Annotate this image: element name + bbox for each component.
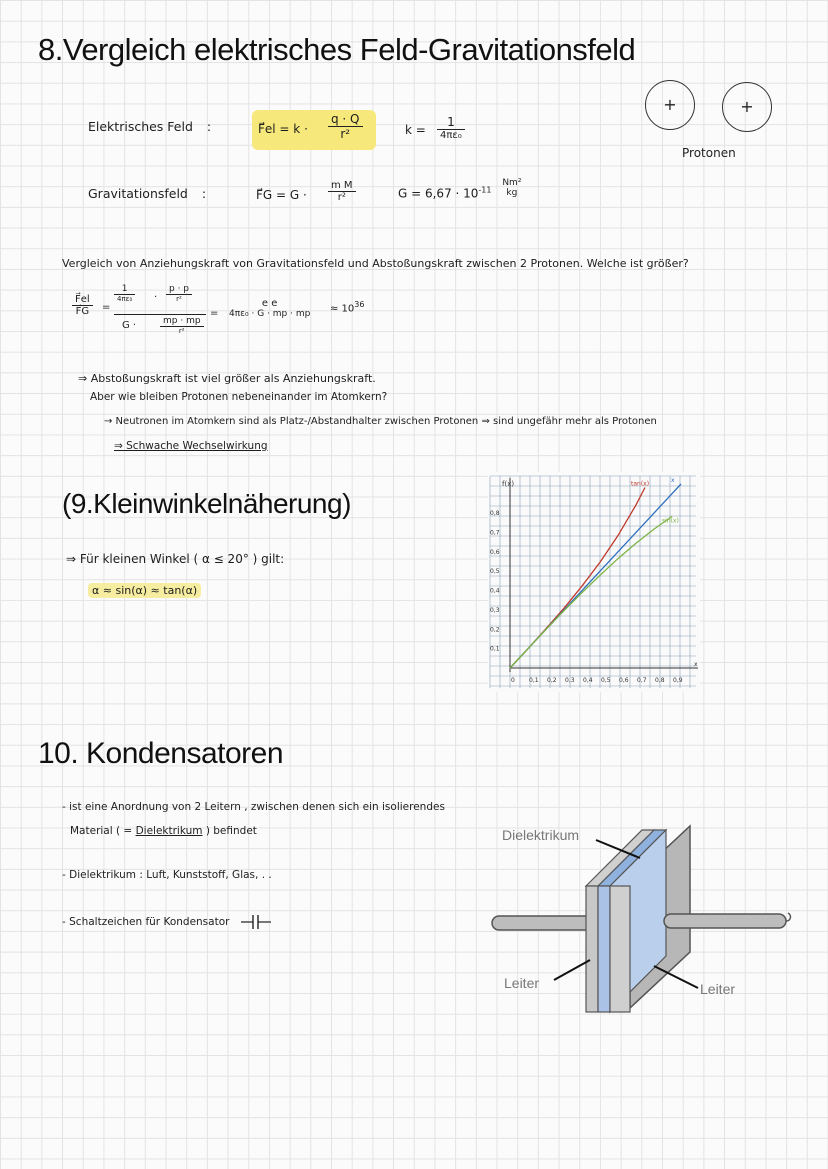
gravitational-constant: $G = 6,67 \cdot 10^{-11}$ Nm² kg [398,184,524,204]
section-9-title: (9.Kleinwinkelnäherung) [62,488,351,519]
unit-denominator: kg [506,188,518,198]
k-constant-denominator: 4πε₀ [440,130,462,141]
plus-icon: + [740,97,754,116]
x-tick-label: 0 [511,677,515,684]
protons-caption: Protonen [682,146,736,160]
conductor-left-label: Leiter [504,975,540,991]
conductor-right-label: Leiter [700,981,736,997]
x-tick-label: 0,1 [529,677,539,684]
y-tick-label: 0,6 [490,548,500,556]
gravitation-formula-denominator: r² [337,192,346,203]
result-denominator: 4πε₀ · G · mp · mp [229,309,311,319]
small-angle-chart [488,472,700,692]
force-ratio-derivation: $\frac{F⃗el}{F⃗G}$ = 1 4πε₀ · p · p r² G · mp · mp r² = e e 4πε₀ · G · mp · mp ≈ $10^{36}$ [72,284,372,354]
y-tick-label: 0,7 [490,529,500,537]
dielectric-examples: - Dielektrikum : Luft, Kunststoff, Glas, . . [62,869,272,881]
x-tick-label: 0,6 [619,677,629,684]
ratio-numerator: F⃗el [72,294,93,306]
coulomb-formula-lhs: F⃗el = k · [258,122,308,136]
y-tick-label: 0,8 [490,510,500,518]
x-tick-label: 0,5 [601,677,611,684]
x-tick-label: 0,3 [565,677,575,684]
series-label-2: sin(x) [662,517,679,525]
electric-field-label: Elektrisches Feld : [88,119,212,134]
k-constant-lhs: k = [405,123,426,137]
conclusion-weak-interaction: ⇒ Schwache Wechselwirkung [114,440,268,452]
proton-circle-2 [722,82,772,132]
series-label-1: x [671,477,675,484]
plus-icon: + [663,95,677,114]
x-tick-label: 0,8 [655,677,665,684]
y-tick-label: 0,2 [490,626,500,634]
x-axis-label: x [694,661,698,668]
ratio-denominator: F⃗G [75,306,90,317]
y-tick-label: 0,5 [490,568,500,576]
coulomb-formula-denominator: r² [340,127,351,141]
dielectric-label: Dielektrikum [502,827,580,843]
y-axis-label: f(x) [502,480,515,488]
conclusion-repulsion: ⇒ Abstoßungskraft ist viel größer als Anziehungskraft. [78,372,376,385]
capacitor-diagram [490,822,810,1032]
gravitational-field-label: Gravitationsfeld : [88,186,207,201]
series-line-2 [510,516,672,668]
comparison-question: Vergleich von Anziehungskraft von Gravitationsfeld und Abstoßungskraft zwischen 2 Protonen. Welche ist größer? [62,257,689,270]
capacitor-symbol-icon [241,914,273,930]
left-wire [492,916,592,930]
x-tick-label: 0,7 [637,677,647,684]
right-wire [664,914,786,928]
coulomb-formula-numerator: q · Q [328,112,363,127]
capacitor-symbol-label: - Schaltzeichen für Kondensator [62,914,273,930]
section-8-title: 8.Vergleich elektrisches Feld-Gravitationsfeld [38,32,636,67]
gravitation-formula-lhs: F⃗G = G · [256,188,307,202]
conclusion-neutrons: → Neutronen im Atomkern sind als Platz-/Abstandhalter zwischen Protonen ⇒ sind ungefähr mehr als Protonen [104,416,657,427]
x-tick-label: 0,9 [673,677,683,684]
x-tick-label: 0,2 [547,677,557,684]
gravitation-formula [256,178,376,218]
series-label-0: tan(x) [631,480,650,488]
result-numerator: e e [261,298,278,309]
capacitor-definition-line1: - ist eine Anordnung von 2 Leitern , zwischen denen sich ein isolierendes [62,801,445,813]
coulomb-formula [252,110,376,150]
y-tick-label: 0,3 [490,606,500,614]
y-tick-label: 0,1 [490,645,500,653]
proton-circle-1 [645,80,695,130]
capacitor-definition-line2: Material ( = Dielektrikum ) befindet [70,825,257,837]
section-10-title: 10. Kondensatoren [38,737,284,770]
small-angle-statement: ⇒ Für kleinen Winkel ( α ≤ 20° ) gilt: [66,552,285,566]
conclusion-question: Aber wie bleiben Protonen nebeneinander im Atomkern? [90,391,388,403]
x-tick-label: 0,4 [583,677,593,684]
y-tick-label: 0,4 [490,587,500,595]
front-plate [586,886,598,1012]
gravitation-formula-numerator: m M [328,180,356,192]
unit-numerator: Nm² [502,178,522,188]
k-constant-numerator: 1 [437,115,465,130]
small-angle-approximation: α ≈ sin(α) ≈ tan(α) [88,583,201,598]
